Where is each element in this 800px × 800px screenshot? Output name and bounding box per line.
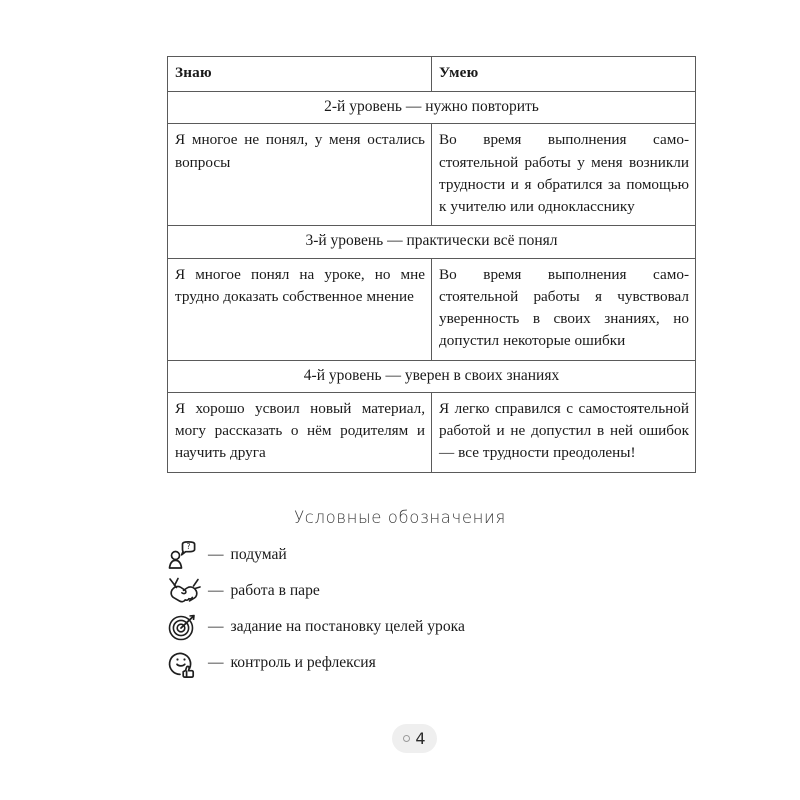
legend-list xyxy=(167,537,727,681)
level-3-can-cell: Во время выполнения самостоятельной работы я чувствовал уверенность в своих знаниях, но допустил некоторые ошибки xyxy=(432,258,696,360)
table-row xyxy=(168,124,696,226)
self-assessment-table xyxy=(167,56,696,473)
legend-item-label: контроль и рефлексия xyxy=(230,653,376,671)
level-heading-3: 3-й уровень — практически всё понял xyxy=(168,226,696,258)
level-3-know-cell: Я многое понял на уроке, но мне трудно доказать собственное мнение xyxy=(168,258,432,360)
legend-dash: — xyxy=(208,654,224,672)
level-heading-row-2 xyxy=(168,92,696,124)
column-header-know: Знаю xyxy=(168,57,432,92)
level-4-can-cell: Я легко справился с самостоятельной работой и не допустил в ней ошибок — все трудности преодолены! xyxy=(432,392,696,472)
legend-dash: — xyxy=(208,582,224,600)
level-heading-row-3 xyxy=(168,226,696,258)
level-4-know-cell: Я хорошо усвоил новый материал, могу рассказать о нём родителям и научить друга xyxy=(168,392,432,472)
handshake-icon xyxy=(167,575,207,607)
level-heading-4: 4-й уровень — уверен в своих знаниях xyxy=(168,360,696,392)
page-number: 4 xyxy=(415,728,426,748)
table-row xyxy=(168,258,696,360)
legend-item-label: подумай xyxy=(230,545,287,563)
legend-dash: — xyxy=(208,546,224,564)
column-header-can: Умею xyxy=(432,57,696,92)
list-item xyxy=(167,609,727,645)
legend-item-label: работа в паре xyxy=(230,581,320,599)
list-item xyxy=(167,537,727,573)
legend-item-label: задание на постановку целей урока xyxy=(230,617,465,635)
table-row xyxy=(168,392,696,472)
person-question-icon xyxy=(167,539,207,571)
legend-dash: — xyxy=(208,618,224,636)
target-arrow-icon xyxy=(167,611,207,643)
level-2-know-cell: Я многое не понял, у меня остались вопросы xyxy=(168,124,432,226)
svg-text:?: ? xyxy=(186,542,191,551)
bullet-dot-icon xyxy=(403,735,410,742)
list-item xyxy=(167,573,727,609)
smiley-thumbsup-icon xyxy=(167,647,207,679)
level-heading-2: 2-й уровень — нужно повторить xyxy=(168,92,696,124)
legend-title: Условные обозначения xyxy=(294,508,506,527)
level-heading-row-4 xyxy=(168,360,696,392)
table-header-row xyxy=(168,57,696,92)
level-2-can-cell: Во время выполнения самостоятельной работы у меня возникли трудности и я обратился за помощью к учителю или однокласснику xyxy=(432,124,696,226)
list-item xyxy=(167,645,727,681)
page-number-badge xyxy=(392,724,437,753)
